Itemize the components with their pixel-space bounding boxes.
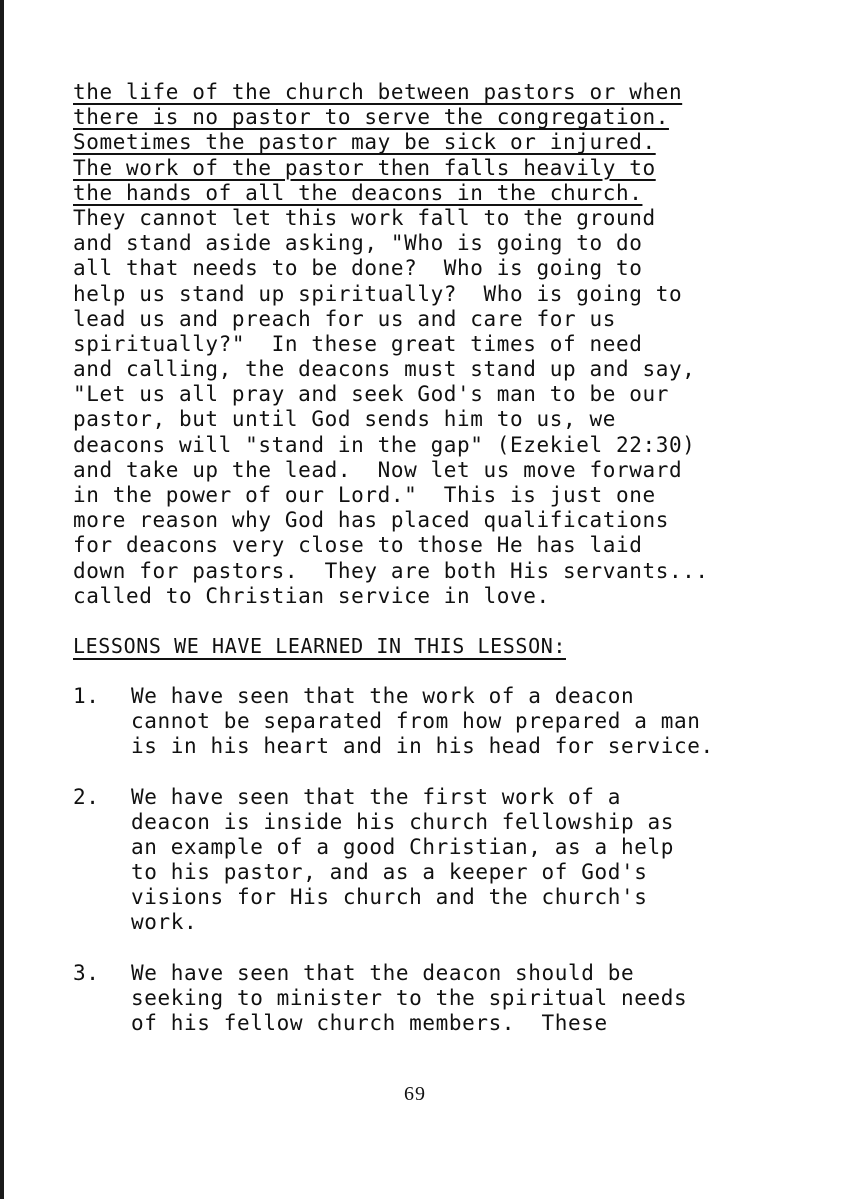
lesson-text (131, 961, 813, 1037)
paragraph-line: deacons will "stand in the gap" (Ezekiel 22:30) (73, 432, 696, 457)
document-page (73, 80, 813, 1061)
lesson-line: deacon is inside his church fellowship as (131, 809, 674, 834)
paragraph-line: the hands of all the deacons in the church. (73, 180, 643, 205)
paragraph-line: there is no pastor to serve the congregation. (73, 105, 669, 130)
paragraph-line: help us stand up spiritually? Who is going to (73, 281, 683, 306)
lesson-number: 3. (73, 960, 100, 985)
paragraph-line: and take up the lead. Now let us move forward (73, 457, 683, 482)
lesson-line: to his pastor, and as a keeper of God's (131, 860, 648, 885)
paragraph-line: Sometimes the pastor may be sick or injured. (73, 130, 656, 155)
paragraph-line: They cannot let this work fall to the ground (73, 205, 656, 230)
paragraph-line: the life of the church between pastors or when (73, 80, 683, 104)
lesson-line: of his fellow church members. These (131, 1011, 608, 1035)
page-number: 69 (404, 1083, 426, 1105)
lesson-line: seeking to minister to the spiritual needs (131, 985, 688, 1010)
lesson-number: 2. (73, 784, 100, 809)
page-left-edge-shadow (0, 0, 4, 1199)
paragraph-line: more reason why God has placed qualifications (73, 508, 669, 533)
lesson-text (131, 785, 813, 936)
paragraph-line: and stand aside asking, "Who is going to do (73, 231, 643, 256)
lesson-line: visions for His church and the church's (131, 885, 648, 910)
paragraph-line: all that needs to be done? Who is going to (73, 256, 643, 281)
lesson-item (73, 961, 813, 1037)
lesson-text (131, 684, 813, 760)
paragraph-line: and calling, the deacons must stand up and say, (73, 357, 696, 382)
lesson-number: 1. (73, 683, 100, 708)
lesson-line: We have seen that the deacon should be (131, 960, 635, 985)
paragraph-line: lead us and preach for us and care for us (73, 306, 616, 331)
intro-paragraph (73, 80, 813, 609)
lessons-heading: LESSONS WE HAVE LEARNED IN THIS LESSON: (73, 633, 566, 658)
lesson-line: an example of a good Christian, as a help (131, 834, 674, 859)
lesson-line: work. (131, 910, 198, 935)
paragraph-line: for deacons very close to those He has laid (73, 533, 643, 558)
lesson-line: is in his heart and in his head for service. (131, 734, 714, 759)
paragraph-line: called to Christian service in love. (73, 583, 550, 608)
paragraph-line: spiritually?" In these great times of need (73, 331, 643, 356)
paragraph-line: The work of the pastor then falls heavily to (73, 155, 656, 180)
lessons-list (73, 684, 813, 1036)
paragraph-line: pastor, but until God sends him to us, we (73, 407, 616, 432)
lesson-line: We have seen that the first work of a (131, 784, 621, 809)
lesson-item (73, 684, 813, 760)
lesson-line: cannot be separated from how prepared a man (131, 709, 701, 734)
paragraph-line: in the power of our Lord." This is just one (73, 483, 656, 507)
paragraph-line: "Let us all pray and seek God's man to be our (73, 382, 669, 407)
lesson-item (73, 785, 813, 936)
paragraph-line: down for pastors. They are both His servants... (73, 558, 709, 583)
lesson-line: We have seen that the work of a deacon (131, 683, 635, 708)
